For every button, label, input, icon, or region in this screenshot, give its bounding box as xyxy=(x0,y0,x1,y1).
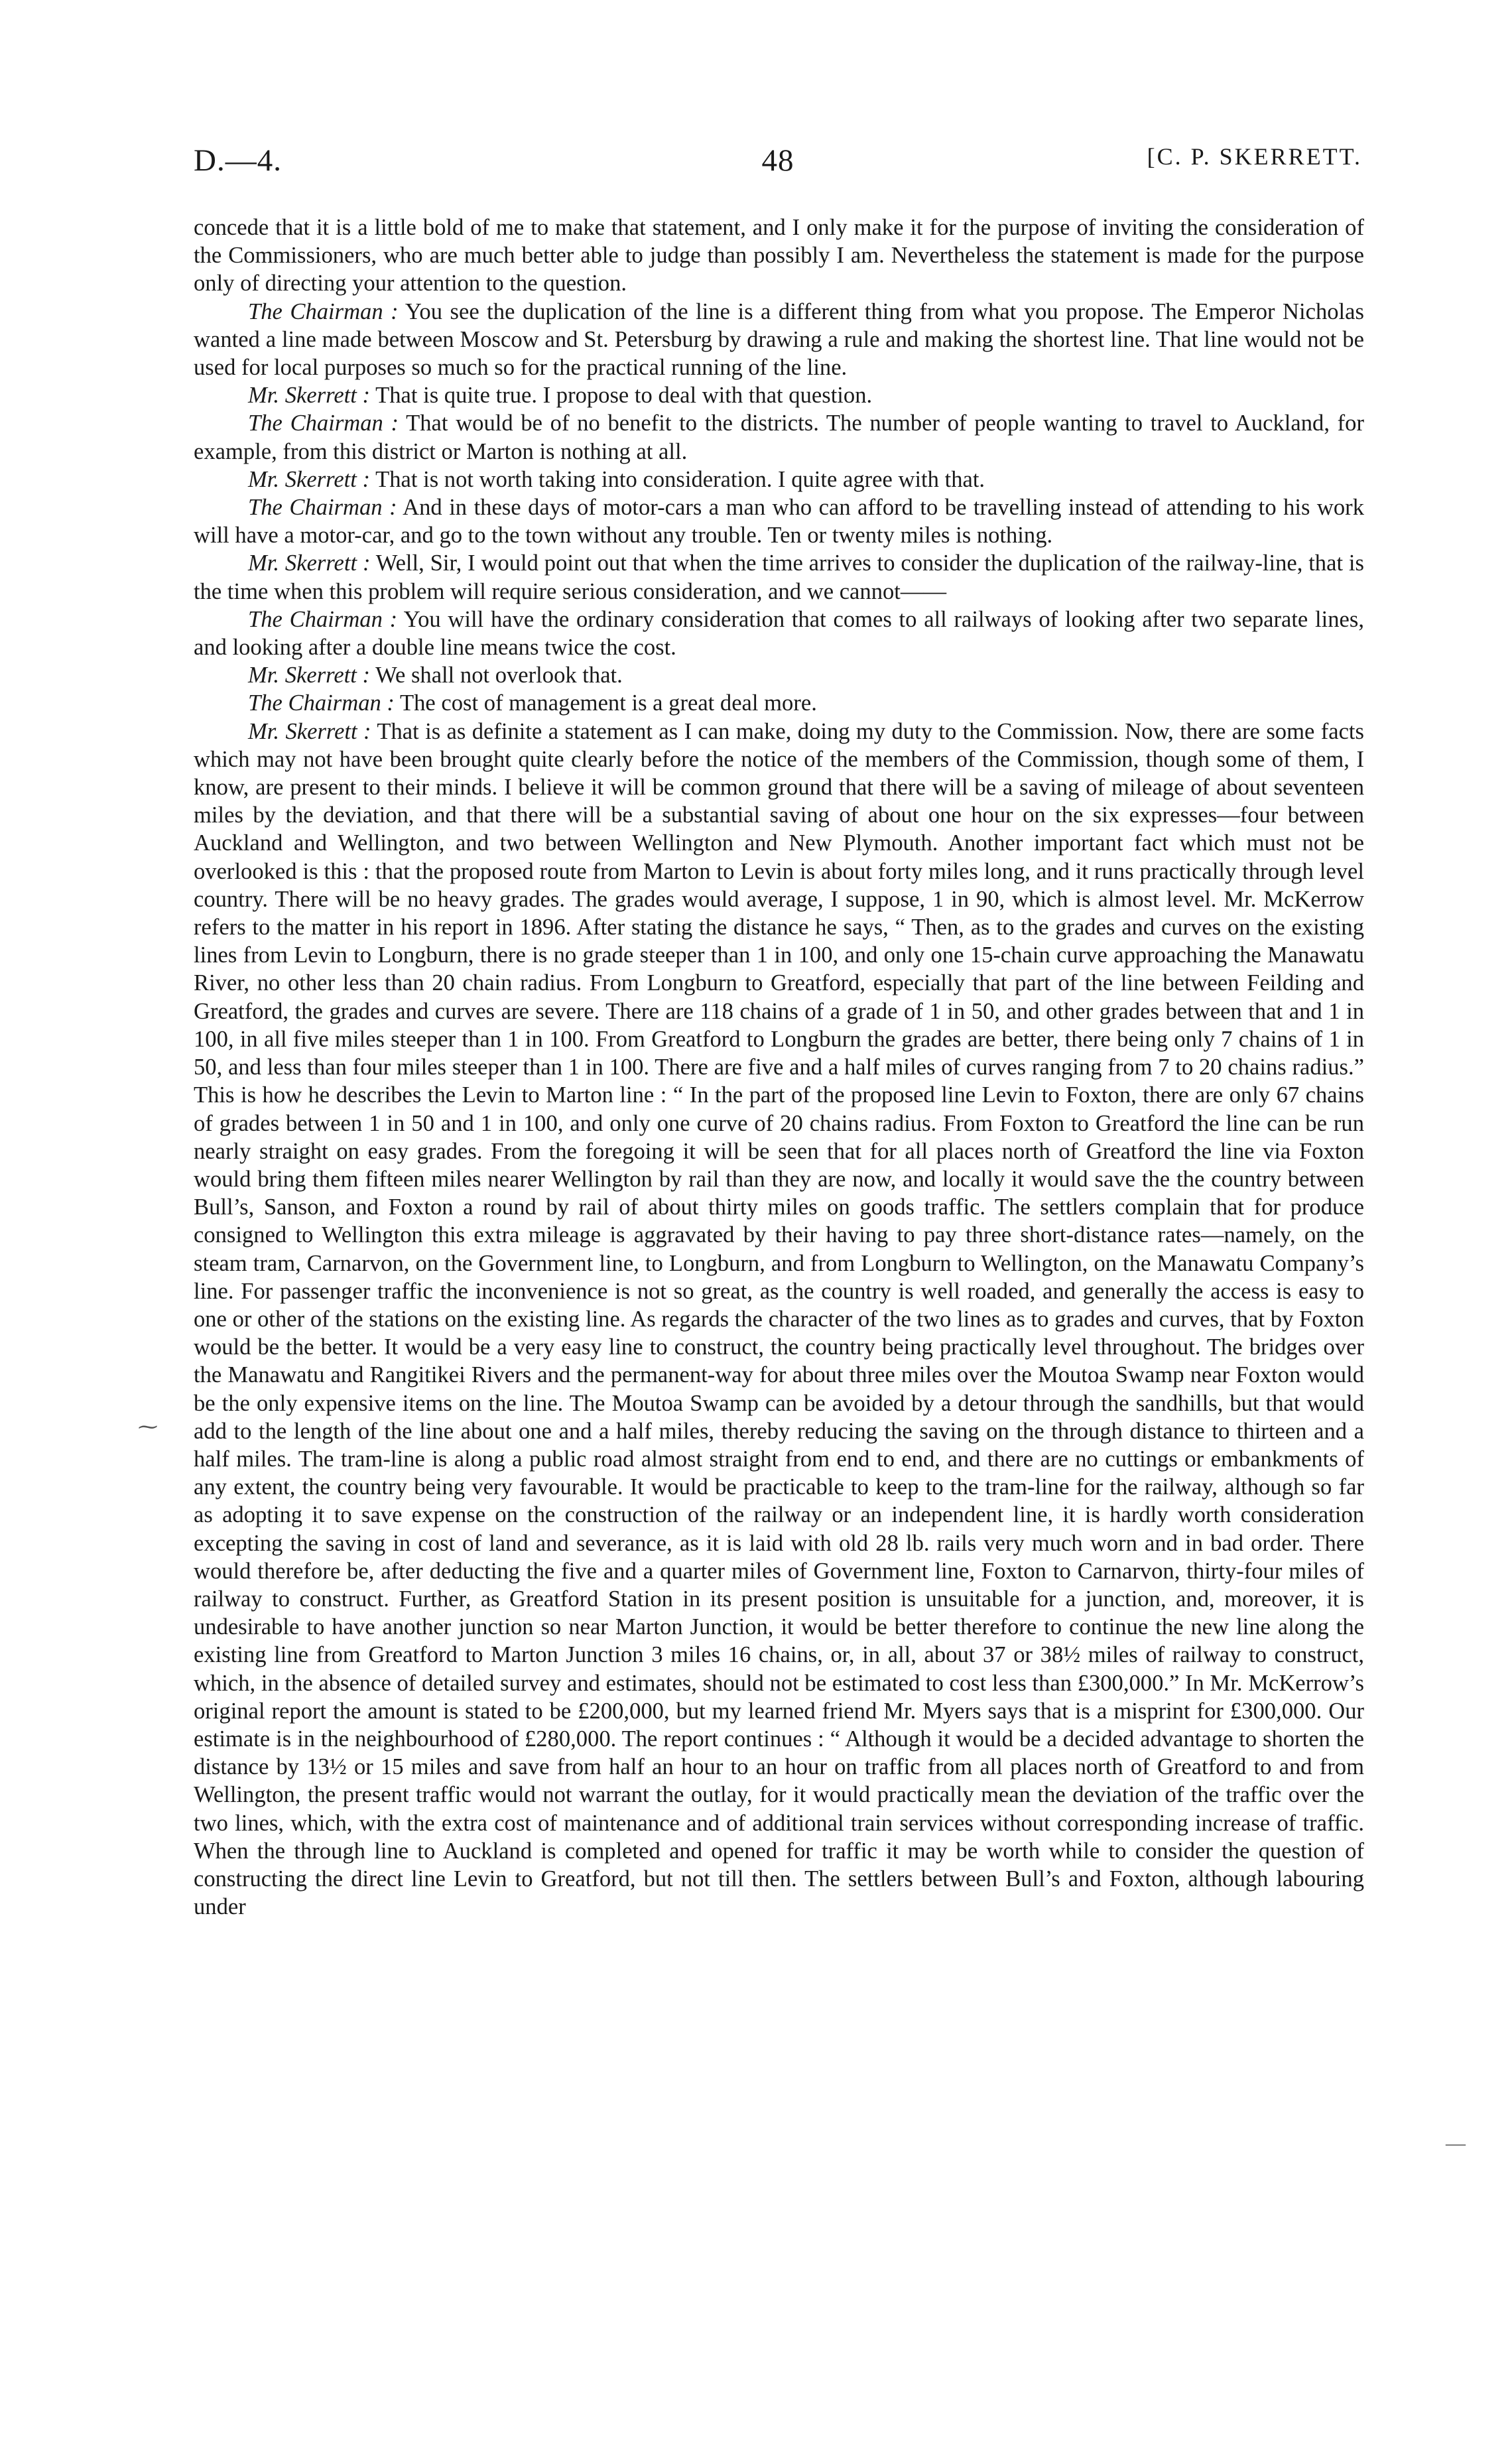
paragraph-text: That would be of no benefit to the districts. The number of people wanting to travel to Auckland, for example, from this district or Marton is nothing at all. xyxy=(194,411,1364,464)
scan-speck-mark: ⁓ xyxy=(138,1416,158,1438)
speaker: The Chairman : xyxy=(248,411,399,436)
page-header xyxy=(194,143,1362,189)
paragraph-text: That is quite true. I propose to deal with that question. xyxy=(375,383,873,409)
speaker: The Chairman : xyxy=(248,495,397,521)
speaker: Mr. Skerrett : xyxy=(248,383,371,409)
page-number: 48 xyxy=(761,143,794,178)
paragraph xyxy=(194,381,1364,409)
speaker: Mr. Skerrett : xyxy=(248,663,371,688)
speaker: The Chairman : xyxy=(248,606,398,632)
paragraph-text: We shall not overlook that. xyxy=(375,663,623,688)
witness-name: [C. P. SKERRETT. xyxy=(1147,143,1362,170)
speaker: Mr. Skerrett : xyxy=(248,550,371,576)
speaker: Mr. Skerrett : xyxy=(248,718,371,744)
paragraph xyxy=(194,689,1364,717)
paragraph-text: And in these days of motor-cars a man who can afford to be travelling instead of attending to his work will have a motor-car, and go to the town without any trouble. Ten or twenty miles is nothing. xyxy=(194,495,1364,548)
paragraph-text: The cost of management is a great deal more. xyxy=(399,690,817,716)
paragraph xyxy=(194,493,1364,549)
evidence-text xyxy=(194,214,1364,1921)
paragraph-text: That is not worth taking into consideration. I quite agree with that. xyxy=(375,466,985,492)
paragraph xyxy=(194,606,1364,661)
paragraph-text: You see the duplication of the line is a different thing from what you propose. The Emperor Nicholas wanted a line made between Moscow and St. Petersburg by drawing a rule and making the shortest line. That line would not be used for local purposes so much so for the practical running of the line. xyxy=(194,298,1364,381)
paragraph xyxy=(194,549,1364,605)
paragraph-text: That is as definite a statement as I can make, doing my duty to the Commission. Now, there are some facts which may not have been brought quite clearly before the notice of the members of the Commission, though some of them, I know, are present to their minds. I believe it will be common ground that there will be a saving of mileage of about seventeen miles by the deviation, and that there will be a substantial saving of about one hour on the six expresses—four between Auckland and Wellington, and two between Wellington and New Plymouth. Another important fact which must not be overlooked is this : that the proposed route from Marton to Levin is about forty miles long, and it runs practically through level country. There will be no heavy grades. The grades would average, I suppose, 1 in 90, which is almost level. Mr. McKerrow refers to the matter in his report in 1896. After stating the distance he says, “ Then, as to the grades and curves on the existing lines from Levin to Longburn, there is no grade steeper than 1 in 100, and only one 15-chain curve approaching the Manawatu River, no other less than 20 chain radius. From Longburn to Greatford, especially that part of the line between Feilding and Greatford, the grades and curves are severe. There are 118 chains of a grade of 1 in 50, and other grades between that and 1 in 100, in all five miles steeper than 1 in 100. From Greatford to Longburn the grades are better, there being only 7 chains of 1 in 50, and less than four miles steeper than 1 in 100. There are five and a half miles of curves ranging from 7 to 20 chains radius.” This is how he describes the Levin to Marton line : “ In the part of the proposed line Levin to Foxton, there are only 67 chains of grades between 1 in 50 and 1 in 100, and only one curve of 20 chains radius. From Foxton to Greatford the line can be run nearly straight on easy grades. From the foregoing it will be seen that for all places north of Greatford the line via Foxton would bring them fifteen miles nearer Wellington by rail than they are now, and locally it would save the the country between Bull’s, Sanson, and Foxton a round by rail of about thirty miles on goods traffic. The settlers complain that for produce consigned to Wellington this extra mileage is aggravated by their having to pay three short-distance rates—namely, on the steam tram, Carnarvon, on the Government line, to Longburn, and from Longburn to Wellington, on the Manawatu Company’s line. For passenger traffic the inconvenience is not so great, as the country is well roaded, and generally the access is easy to one or other of the stations on the existing line. As regards the character of the two lines as to grades and curves, that by Foxton would be the better. It would be a very easy line to construct, the country being practically level throughout. The bridges over the Manawatu and Rangitikei Rivers and the permanent-way for about three miles over the Moutoa Swamp near Foxton would be the only expensive items on the line. The Moutoa Swamp can be avoided by a detour through the sandhills, but that would add to the length of the line about one and a half miles, thereby reducing the saving on the through distance to thirteen and a half miles. The tram-line is along a public road almost straight from end to end, and there are no cuttings or embankments of any extent, the country being very favourable. It would be practicable to keep to the tram-line for the railway, although so far as adopting it to save expense on the construction of the railway or an independent line, it is hardly worth consideration excepting the saving in cost of land and severance, as it is laid with old 28 lb. rails very much worn and in bad order. There would therefore be, after deducting the five and a quarter miles of Government line, Foxton to Carnarvon, thirty-four miles of railway to construct. Further, as Greatford Station in its present position is unsuitable for a junction, and, moreover, it is undesirable to have another junction so near Marton Junction, it would be better therefore to continue the new line along the existing line from Greatford to Marton Junction 3 miles 16 chains, or, in all, about 37 or 38½ miles of railway to construct, which, in the absence of detailed survey and estimates, should not be estimated to cost less than £300,000.” In Mr. McKerrow’s original report the amount is stated to be £200,000, but my learned friend Mr. Myers says that is a misprint for £300,000. Our estimate is in the neighbourhood of £280,000. The report continues : “ Although it would be a decided advantage to shorten the distance by 13½ or 15 miles and save from half an hour to an hour on traffic from all places north of Greatford to and from Wellington, the present traffic would not warrant the outlay, for it would practically mean the deviation of the traffic over the two lines, which, with the extra cost of maintenance and of additional train services without corresponding increase of traffic. When the through line to Auckland is completed and opened for traffic it may be worth while to consider the question of constructing the direct line Levin to Greatford, but not till then. The settlers between Bull’s and Foxton, although labouring under xyxy=(194,718,1364,1920)
document-reference: D.—4. xyxy=(194,143,282,178)
paragraph-text: You will have the ordinary consideration that comes to all railways of looking after two separate lines, and looking after a double line means twice the cost. xyxy=(194,606,1364,661)
paragraph-text: Well, Sir, I would point out that when the time arrives to consider the duplication of the railway-line, that is the time when this problem will require serious consideration, and we cannot—— xyxy=(194,550,1364,604)
speaker: Mr. Skerrett : xyxy=(248,466,371,492)
speaker: The Chairman : xyxy=(248,690,395,716)
speaker: The Chairman : xyxy=(248,298,399,324)
paragraph-text: concede that it is a little bold of me to make that statement, and I only make it for the purpose of inviting the consideration of the Commissioners, who are much better able to judge than possibly I am. Nevertheless the statement is made for the purpose only of directing your attention to the question. xyxy=(194,215,1364,296)
paragraph xyxy=(194,409,1364,465)
paragraph xyxy=(194,466,1364,493)
scan-speck-mark: — xyxy=(1446,2132,1466,2154)
paragraph xyxy=(194,718,1364,1921)
paragraph xyxy=(194,298,1364,382)
paragraph xyxy=(194,214,1364,298)
paragraph xyxy=(194,661,1364,689)
